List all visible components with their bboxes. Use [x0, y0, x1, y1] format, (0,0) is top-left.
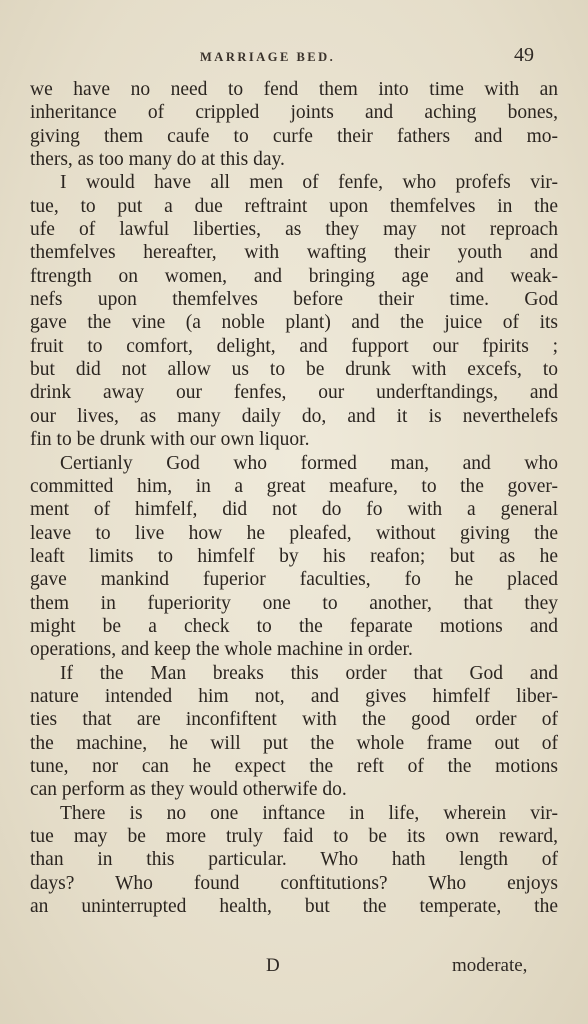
body-text	[30, 78, 558, 918]
text-line: leave to live how he pleafed, without giving the	[30, 522, 558, 544]
text-line: drink away our fenfes, our underftandings, and	[30, 382, 558, 404]
page-footer	[0, 955, 588, 985]
text-line: might be a check to the feparate motions and	[30, 615, 558, 637]
paragraph-first-line: Certianly God who formed man, and who	[60, 452, 558, 474]
text-line: nature intended him not, and gives himfelf liber-	[30, 685, 558, 707]
text-line: an uninterrupted health, but the temperate, the	[30, 896, 558, 918]
text-line: leaft limits to himfelf by his reafon; but as he	[30, 545, 558, 567]
text-line: thers, as too many do at this day.	[30, 149, 285, 171]
paragraph-first-line: I would have all men of fenfe, who profefs vir-	[60, 172, 558, 194]
text-line: the machine, he will put the whole frame out of	[30, 732, 558, 754]
text-line: tue may be more truly faid to be its own reward,	[30, 826, 558, 847]
text-line: nefs upon themfelves before their time. God	[30, 289, 558, 311]
running-title: MARRIAGE BED.	[200, 50, 336, 64]
text-line: days? Who found conftitutions? Who enjoys	[30, 872, 558, 894]
signature-mark: D	[266, 955, 280, 976]
text-line: themfelves hereafter, with wafting their youth and	[30, 242, 558, 264]
text-line: ment of himfelf, did not do fo with a general	[30, 499, 558, 521]
text-line: giving them caufe to curfe their fathers and mo-	[30, 125, 558, 147]
text-line: ftrength on women, and bringing age and weak-	[30, 265, 558, 287]
text-line: our lives, as many daily do, and it is neverthelefs	[30, 405, 558, 427]
text-line: inheritance of crippled joints and aching bones,	[30, 102, 558, 124]
text-line: we have no need to fend them into time with an	[30, 79, 558, 100]
text-line: tue, to put a due reftraint upon themfelves in the	[30, 195, 558, 217]
text-line: can perform as they would otherwife do.	[30, 779, 347, 801]
paragraph-first-line: There is no one inftance in life, wherein vir-	[60, 802, 558, 824]
text-line: operations, and keep the whole machine in order.	[30, 639, 413, 661]
text-line: committed him, in a great meafure, to the gover-	[30, 475, 558, 497]
text-line: gave the vine (a noble plant) and the juice of its	[30, 312, 558, 334]
text-line: tune, nor can he expect the reft of the motions	[30, 755, 558, 777]
catchword: moderate,	[452, 955, 528, 976]
text-line: than in this particular. Who hath length of	[30, 849, 558, 871]
paragraph-first-line: If the Man breaks this order that God and	[60, 662, 558, 684]
text-line: ufe of lawful liberties, as they may not reproach	[30, 219, 558, 241]
page-header	[0, 44, 588, 74]
text-line: gave mankind fuperior faculties, fo he placed	[30, 569, 558, 591]
text-line: but did not allow us to be drunk with excefs, to	[30, 359, 558, 381]
text-line: fruit to comfort, delight, and fupport our fpirits ;	[30, 335, 558, 357]
page-number: 49	[514, 44, 534, 66]
text-line: fin to be drunk with our own liquor.	[30, 429, 310, 451]
text-line: them in fuperiority one to another, that they	[30, 592, 558, 614]
text-line: ties that are inconfiftent with the good order of	[30, 709, 558, 731]
